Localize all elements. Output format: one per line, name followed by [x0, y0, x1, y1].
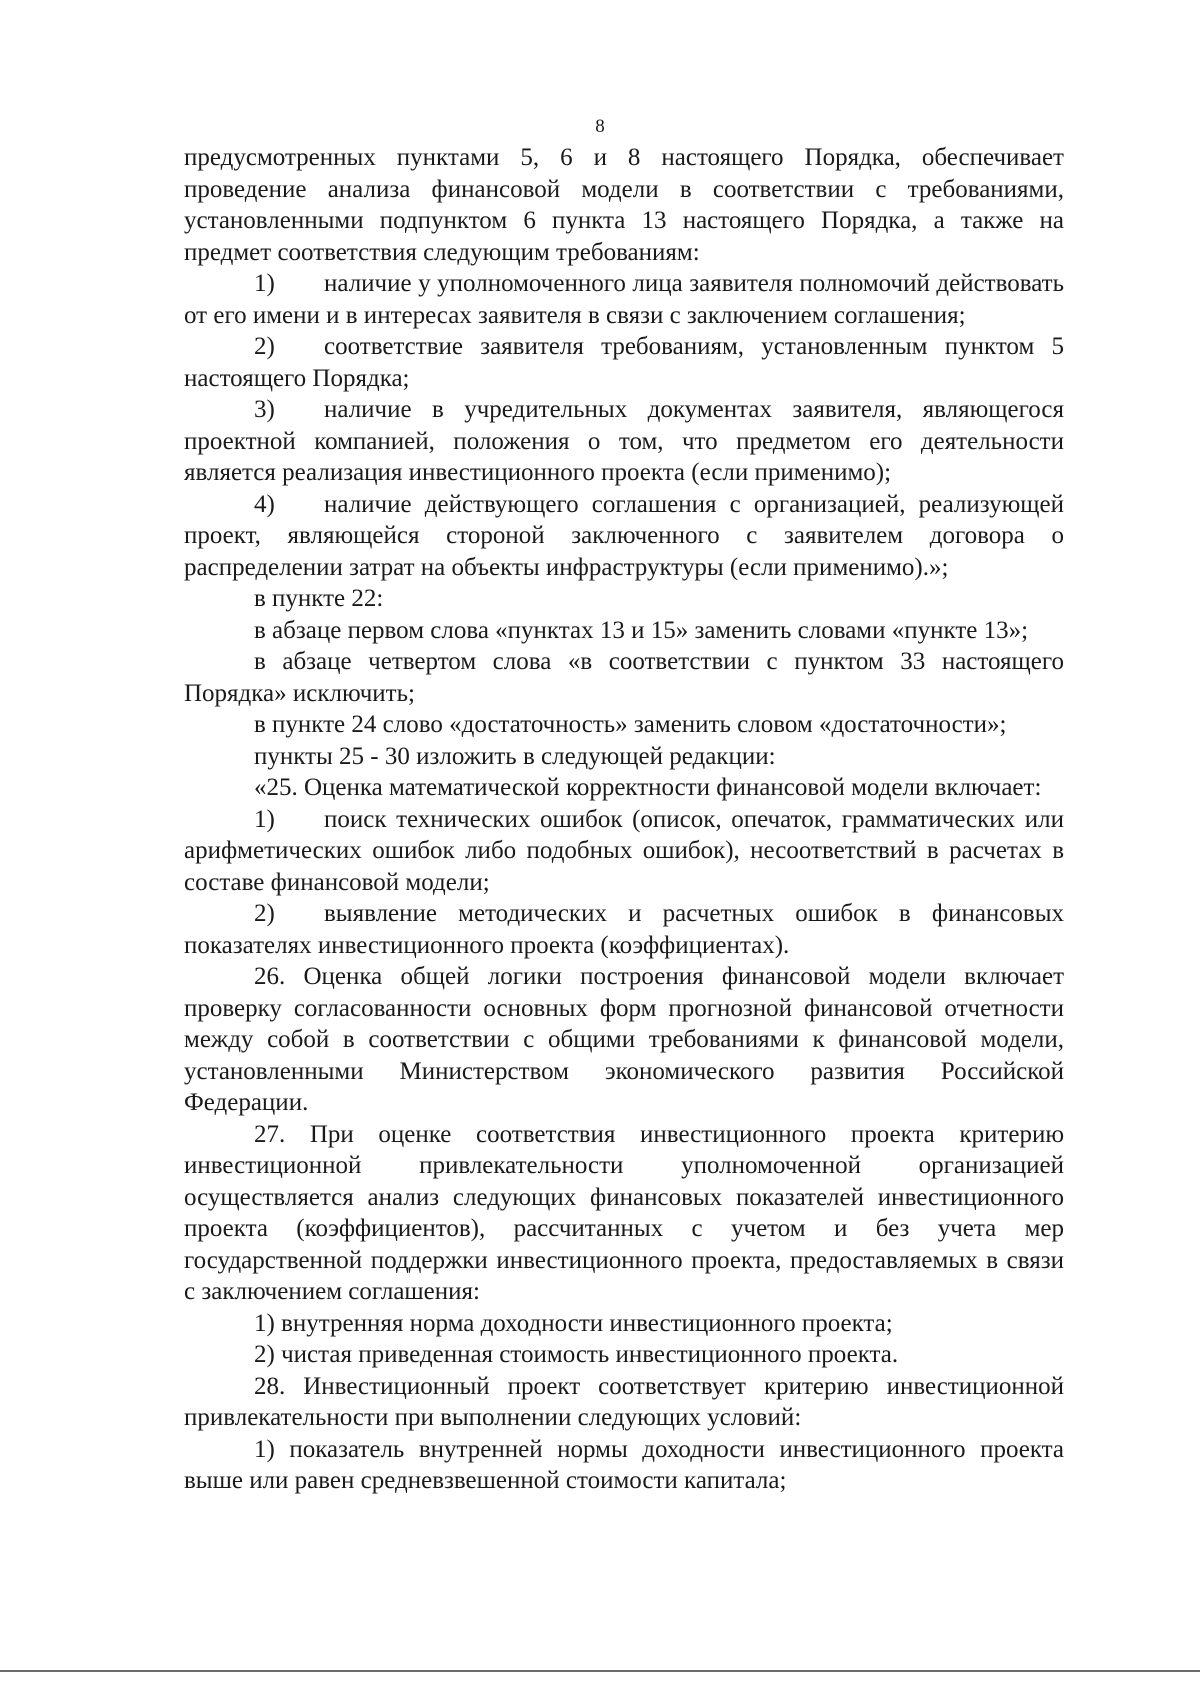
- list-item-number: 1): [254, 270, 275, 297]
- list-item-number: 2): [254, 333, 275, 360]
- list-item-text: наличие действующего соглашения с организацией, реализующей проект, являющейся стороной заключенного с заявителем договора о распределении затрат на объекты инфраструктуры (если применимо).»;: [184, 490, 1064, 581]
- list-item-number: 4): [254, 490, 275, 518]
- scan-edge-line: [0, 1670, 1200, 1672]
- page-number: 8: [595, 116, 605, 137]
- list-item-number: 2): [254, 900, 275, 927]
- list-item-text: наличие у уполномоченного лица заявителя полномочий действовать от его имени и в интересах заявителя в связи с заключением соглашения;: [184, 270, 1064, 329]
- list-item-text: выявление методических и расчетных ошибок в финансовых показателях инвестиционного проекта (коэффициентах).: [184, 900, 1064, 959]
- paragraph: 28. Инвестиционный проект соответствует критерию инвестиционной привлекательности при выполнении следующих условий:: [184, 1372, 1064, 1431]
- paragraph: пункты 25 - 30 изложить в следующей редакции:: [254, 742, 776, 770]
- list-item-text: соответствие заявителя требованиям, установленным пунктом 5 настоящего Порядка;: [184, 333, 1064, 392]
- list-item: [184, 331, 1064, 394]
- paragraph: 2) чистая приведенная стоимость инвестиционного проекта.: [254, 1341, 899, 1368]
- paragraph: 27. При оценке соответствия инвестиционного проекта критерию инвестиционной привлекательности уполномоченной организацией осуществляется анализ следующих финансовых показателей инвестиционного проекта (коэффициентов), рассчитанных с учетом и без учета мер государственной поддержки инвестиционного проекта, предоставляемых в связи с заключением соглашения:: [184, 1120, 1064, 1305]
- list-item: [184, 268, 1064, 331]
- paragraph: в пункте 24 слово «достаточность» заменить словом «достаточности»;: [254, 711, 1007, 738]
- paragraph: в абзаце первом слова «пунктах 13 и 15» заменить словами «пункте 13»;: [254, 616, 1029, 644]
- paragraph: в абзаце четвертом слова «в соответствии с пунктом 33 настоящего Порядка» исключить;: [184, 648, 1064, 707]
- list-item-number: 3): [254, 396, 275, 423]
- paragraph: 26. Оценка общей логики построения финансовой модели включает проверку согласованности основных форм прогнозной финансовой отчетности между собой в соответствии с общими требованиями к финансовой модели, установленными Министерством экономического развития Российской Федерации.: [184, 963, 1064, 1116]
- paragraph: 1) внутренняя норма доходности инвестиционного проекта;: [254, 1309, 893, 1337]
- paragraph: 1) показатель внутренней нормы доходности инвестиционного проекта выше или равен средневзвешенной стоимости капитала;: [184, 1435, 1064, 1494]
- list-item-text: наличие в учредительных документах заявителя, являющегося проектной компанией, положения о том, что предметом его деятельности является реализация инвестиционного проекта (если применимо);: [184, 396, 1064, 486]
- list-item: [184, 489, 1064, 584]
- list-item: [184, 898, 1064, 961]
- paragraph: предусмотренных пунктами 5, 6 и 8 настоящего Порядка, обеспечивает проведение анализа финансовой модели в соответствии с требованиями, установленными подпунктом 6 пункта 13 настоящего Порядка, а также на предмет соответствия следующим требованиям:: [184, 144, 1064, 266]
- paragraph: в пункте 22:: [254, 585, 384, 612]
- list-item: [184, 394, 1064, 489]
- list-item-text: поиск технических ошибок (описок, опечаток, грамматических или арифметических ошибок либо подобных ошибок), несоответствий в расчетах в составе финансовой модели;: [184, 805, 1064, 896]
- list-item: [184, 804, 1064, 899]
- paragraph: «25. Оценка математической корректности финансовой модели включает:: [254, 774, 1042, 801]
- list-item-number: 1): [254, 805, 275, 833]
- document-body: [184, 142, 1064, 1497]
